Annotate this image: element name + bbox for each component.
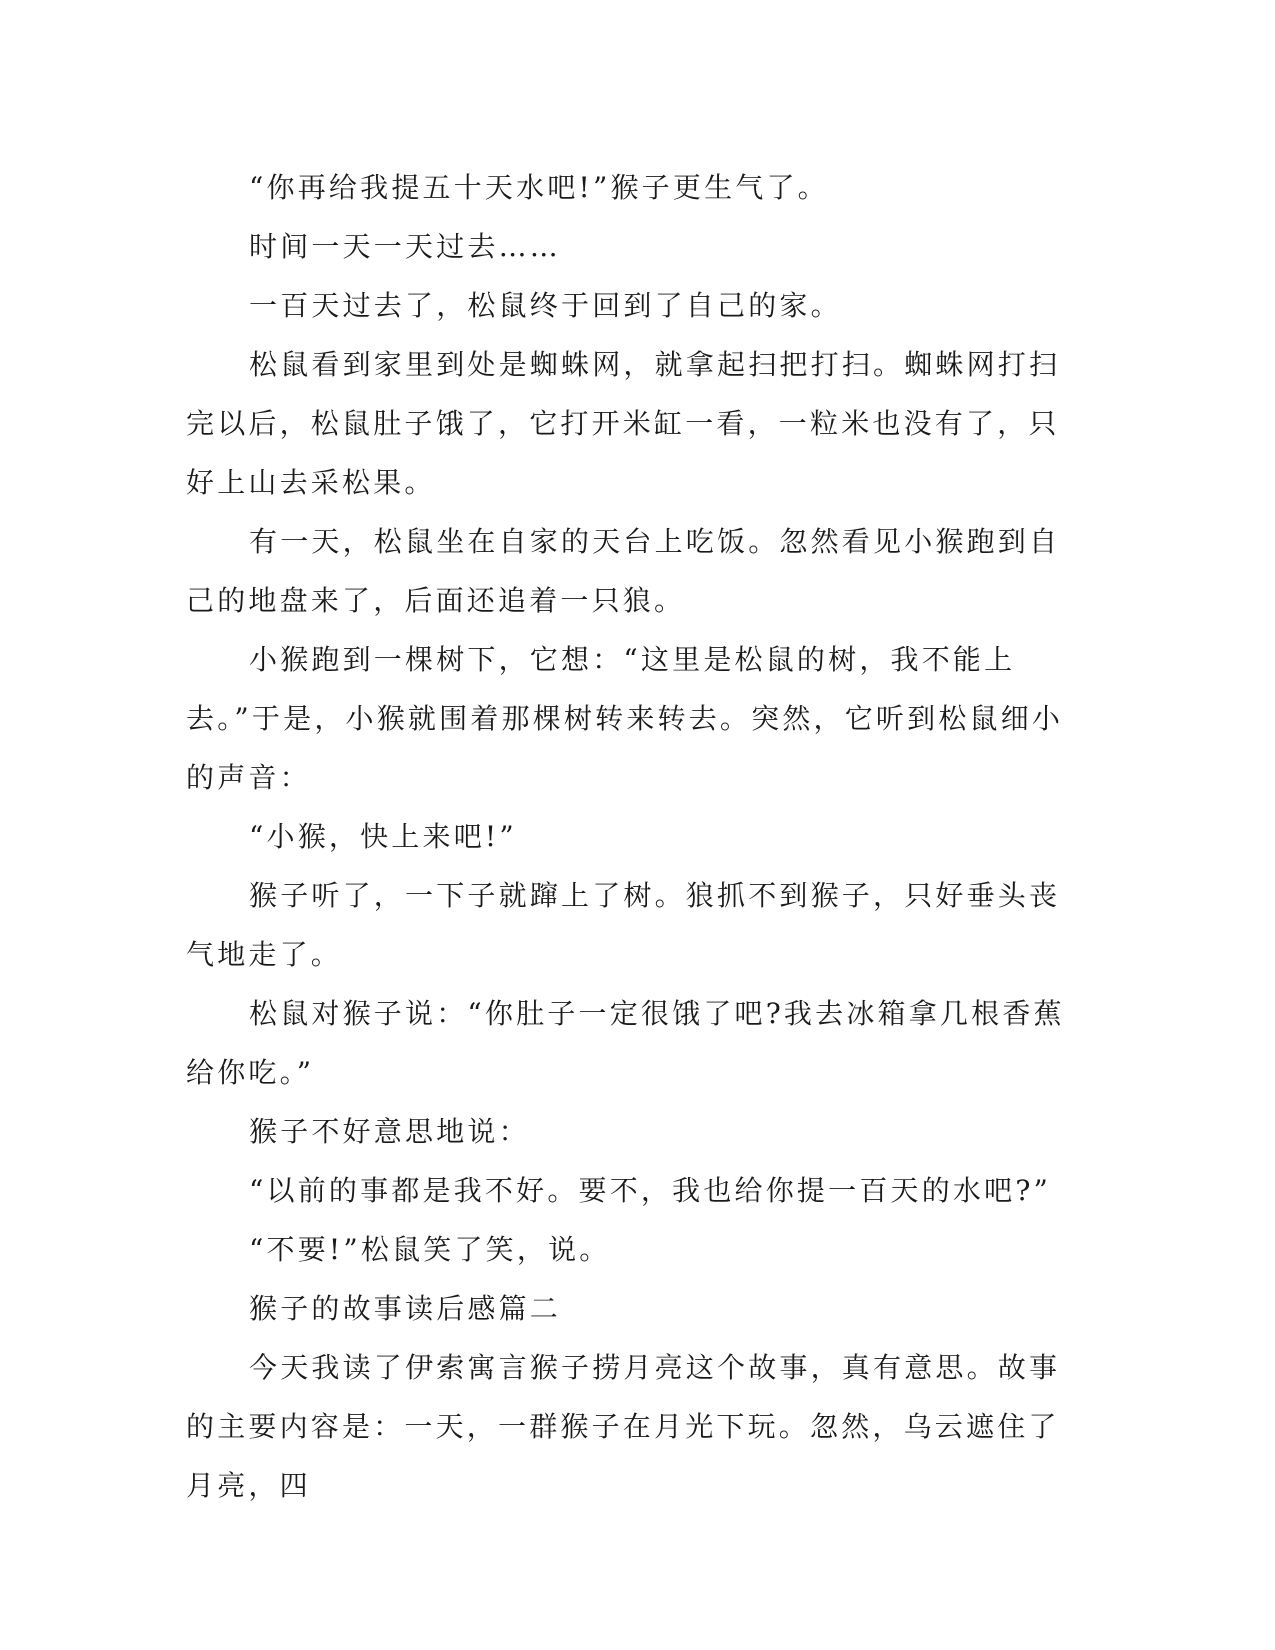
paragraph: 小猴跑到一棵树下，它想：“这里是松鼠的树，我不能上去。”于是，小猴就围着那棵树转来转去。突然，它听到松鼠细小的声音： bbox=[186, 643, 1064, 794]
paragraph: “以前的事都是我不好。要不，我也给你提一百天的水吧?” bbox=[249, 1174, 1052, 1207]
paragraph: 松鼠对猴子说：“你肚子一定很饿了吧?我去冰箱拿几根香蕉给你吃。” bbox=[186, 997, 1065, 1089]
section-heading: 猴子的故事读后感篇二 bbox=[249, 1292, 562, 1325]
paragraph: 今天我读了伊索寓言猴子捞月亮这个故事，真有意思。故事的主要内容是：一天，一群猴子在月光下玩。忽然，乌云遮住了月亮，四 bbox=[186, 1351, 1061, 1502]
paragraph: 一百天过去了，松鼠终于回到了自己的家。 bbox=[249, 289, 842, 322]
paragraph: 松鼠看到家里到处是蜘蛛网，就拿起扫把打扫。蜘蛛网打扫完以后，松鼠肚子饿了，它打开米缸一看，一粒米也没有了，只好上山去采松果。 bbox=[186, 348, 1061, 499]
paragraph: 猴子听了，一下子就蹿上了树。狼抓不到猴子，只好垂头丧气地走了。 bbox=[186, 879, 1061, 971]
document-body bbox=[186, 158, 1066, 1515]
paragraph: 有一天，松鼠坐在自家的天台上吃饭。忽然看见小猴跑到自己的地盘来了，后面还追着一只狼。 bbox=[186, 525, 1061, 617]
paragraph: “不要!”松鼠笑了笑，说。 bbox=[249, 1233, 611, 1266]
paragraph: “你再给我提五十天水吧!”猴子更生气了。 bbox=[249, 171, 829, 204]
paragraph: “小猴，快上来吧!” bbox=[249, 820, 517, 853]
paragraph: 猴子不好意思地说： bbox=[249, 1115, 530, 1148]
paragraph: 时间一天一天过去…… bbox=[249, 230, 562, 263]
